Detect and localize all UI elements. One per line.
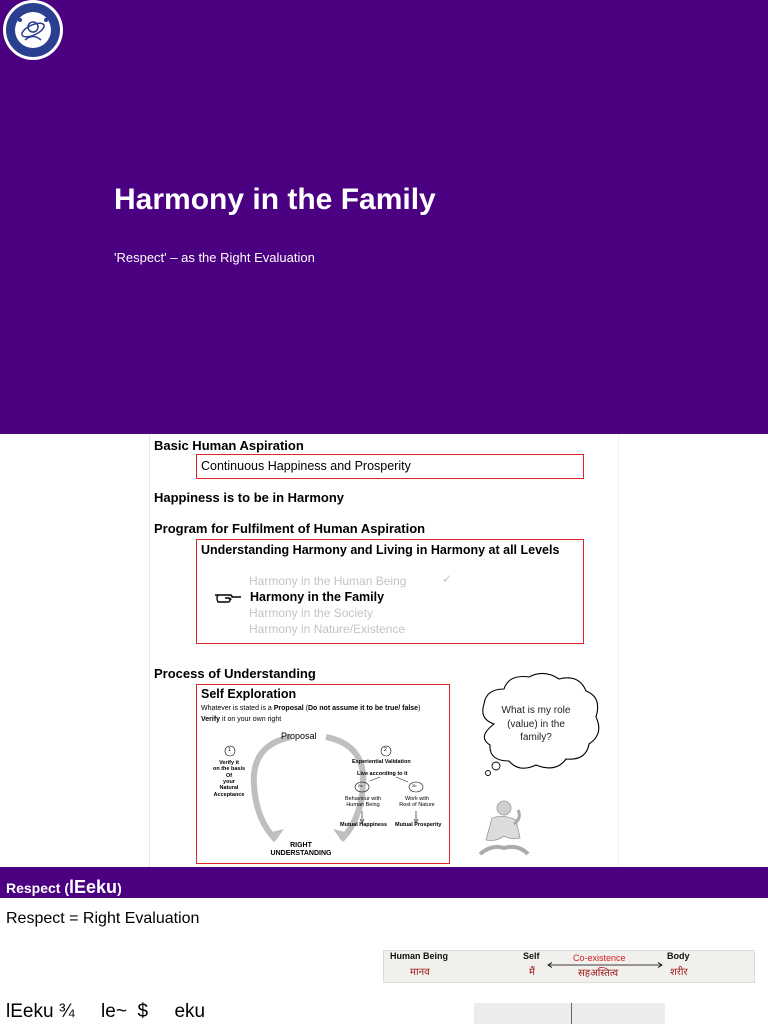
uhv-logo: [0, 0, 66, 62]
mutual-prosperity: Mutual Prosperity: [395, 822, 442, 828]
program-heading: Program for Fulfilment of Human Aspiration: [154, 521, 426, 536]
coexistence-label: Co-existence: [573, 953, 626, 963]
thought-text: What is my role (value) in the family?: [501, 705, 571, 743]
respect-script-line: lEeku ¾ le~ $ eku: [6, 1001, 206, 1022]
table-fragment: [474, 1003, 665, 1024]
level-family: Harmony in the Family: [250, 590, 385, 604]
aspiration-text: Continuous Happiness and Prosperity: [201, 459, 411, 473]
node-2b: 2b: [412, 783, 417, 788]
level-human-being: Harmony in the Human Being: [249, 574, 407, 588]
level-society: Harmony in the Society: [249, 606, 374, 620]
thinking-figure-icon: [474, 796, 534, 858]
table-divider: [571, 1003, 572, 1024]
verify-instruction: Verify it on your own right: [201, 716, 282, 723]
process-heading: Process of Understanding: [154, 666, 316, 681]
slide-edge: [149, 434, 150, 867]
happiness-heading: Happiness is to be in Harmony: [154, 490, 344, 505]
basic-aspiration-heading: Basic Human Aspiration: [154, 438, 304, 453]
self-label: Self: [523, 951, 540, 961]
slide-title: Harmony in the Family: [114, 183, 436, 216]
behaviour-label: Behaviour with Human Being: [344, 796, 382, 809]
human-being-label: Human Being: [390, 951, 449, 961]
slide-subtitle: 'Respect' – as the Right Evaluation: [114, 250, 315, 265]
experiential-validation: Experiential Validation: [352, 759, 411, 765]
self-exploration-title: Self Exploration: [201, 687, 297, 701]
title-slide: [0, 0, 768, 434]
self-hindi: मैं: [529, 967, 535, 978]
step-1-number: 1: [228, 747, 231, 753]
right-understanding: RIGHT UNDERSTANDING: [270, 842, 332, 858]
body-hindi: शरीर: [670, 967, 688, 978]
program-box-title: Understanding Harmony and Living in Harmony at all Levels: [201, 543, 560, 557]
check-icon: ✓: [442, 572, 453, 586]
slide-edge: [618, 434, 619, 867]
respect-heading: Respect (lEeku): [6, 877, 122, 897]
node-2a: 2a: [358, 783, 363, 788]
mutual-happiness: Mutual Happiness: [340, 822, 388, 828]
live-according: Live according to it: [357, 771, 408, 777]
coexistence-hindi: सहअस्तित्व: [578, 968, 619, 979]
pointing-hand-icon: [214, 589, 242, 605]
human-being-hindi: मानव: [410, 967, 430, 978]
proposal-label: Proposal: [281, 731, 317, 741]
proposal-instruction: Whatever is stated is a Proposal (Do not assume it to be true/ false): [201, 705, 421, 712]
body-label: Body: [667, 951, 690, 961]
step-2-number: 2: [384, 747, 387, 753]
level-nature: Harmony in Nature/Existence: [249, 622, 406, 636]
verify-natural-acceptance: Verify it on the basis Of your Natural Acceptance: [212, 760, 246, 798]
work-label: Work with Rest of Nature: [399, 796, 435, 809]
respect-equation: Respect = Right Evaluation: [6, 910, 200, 927]
